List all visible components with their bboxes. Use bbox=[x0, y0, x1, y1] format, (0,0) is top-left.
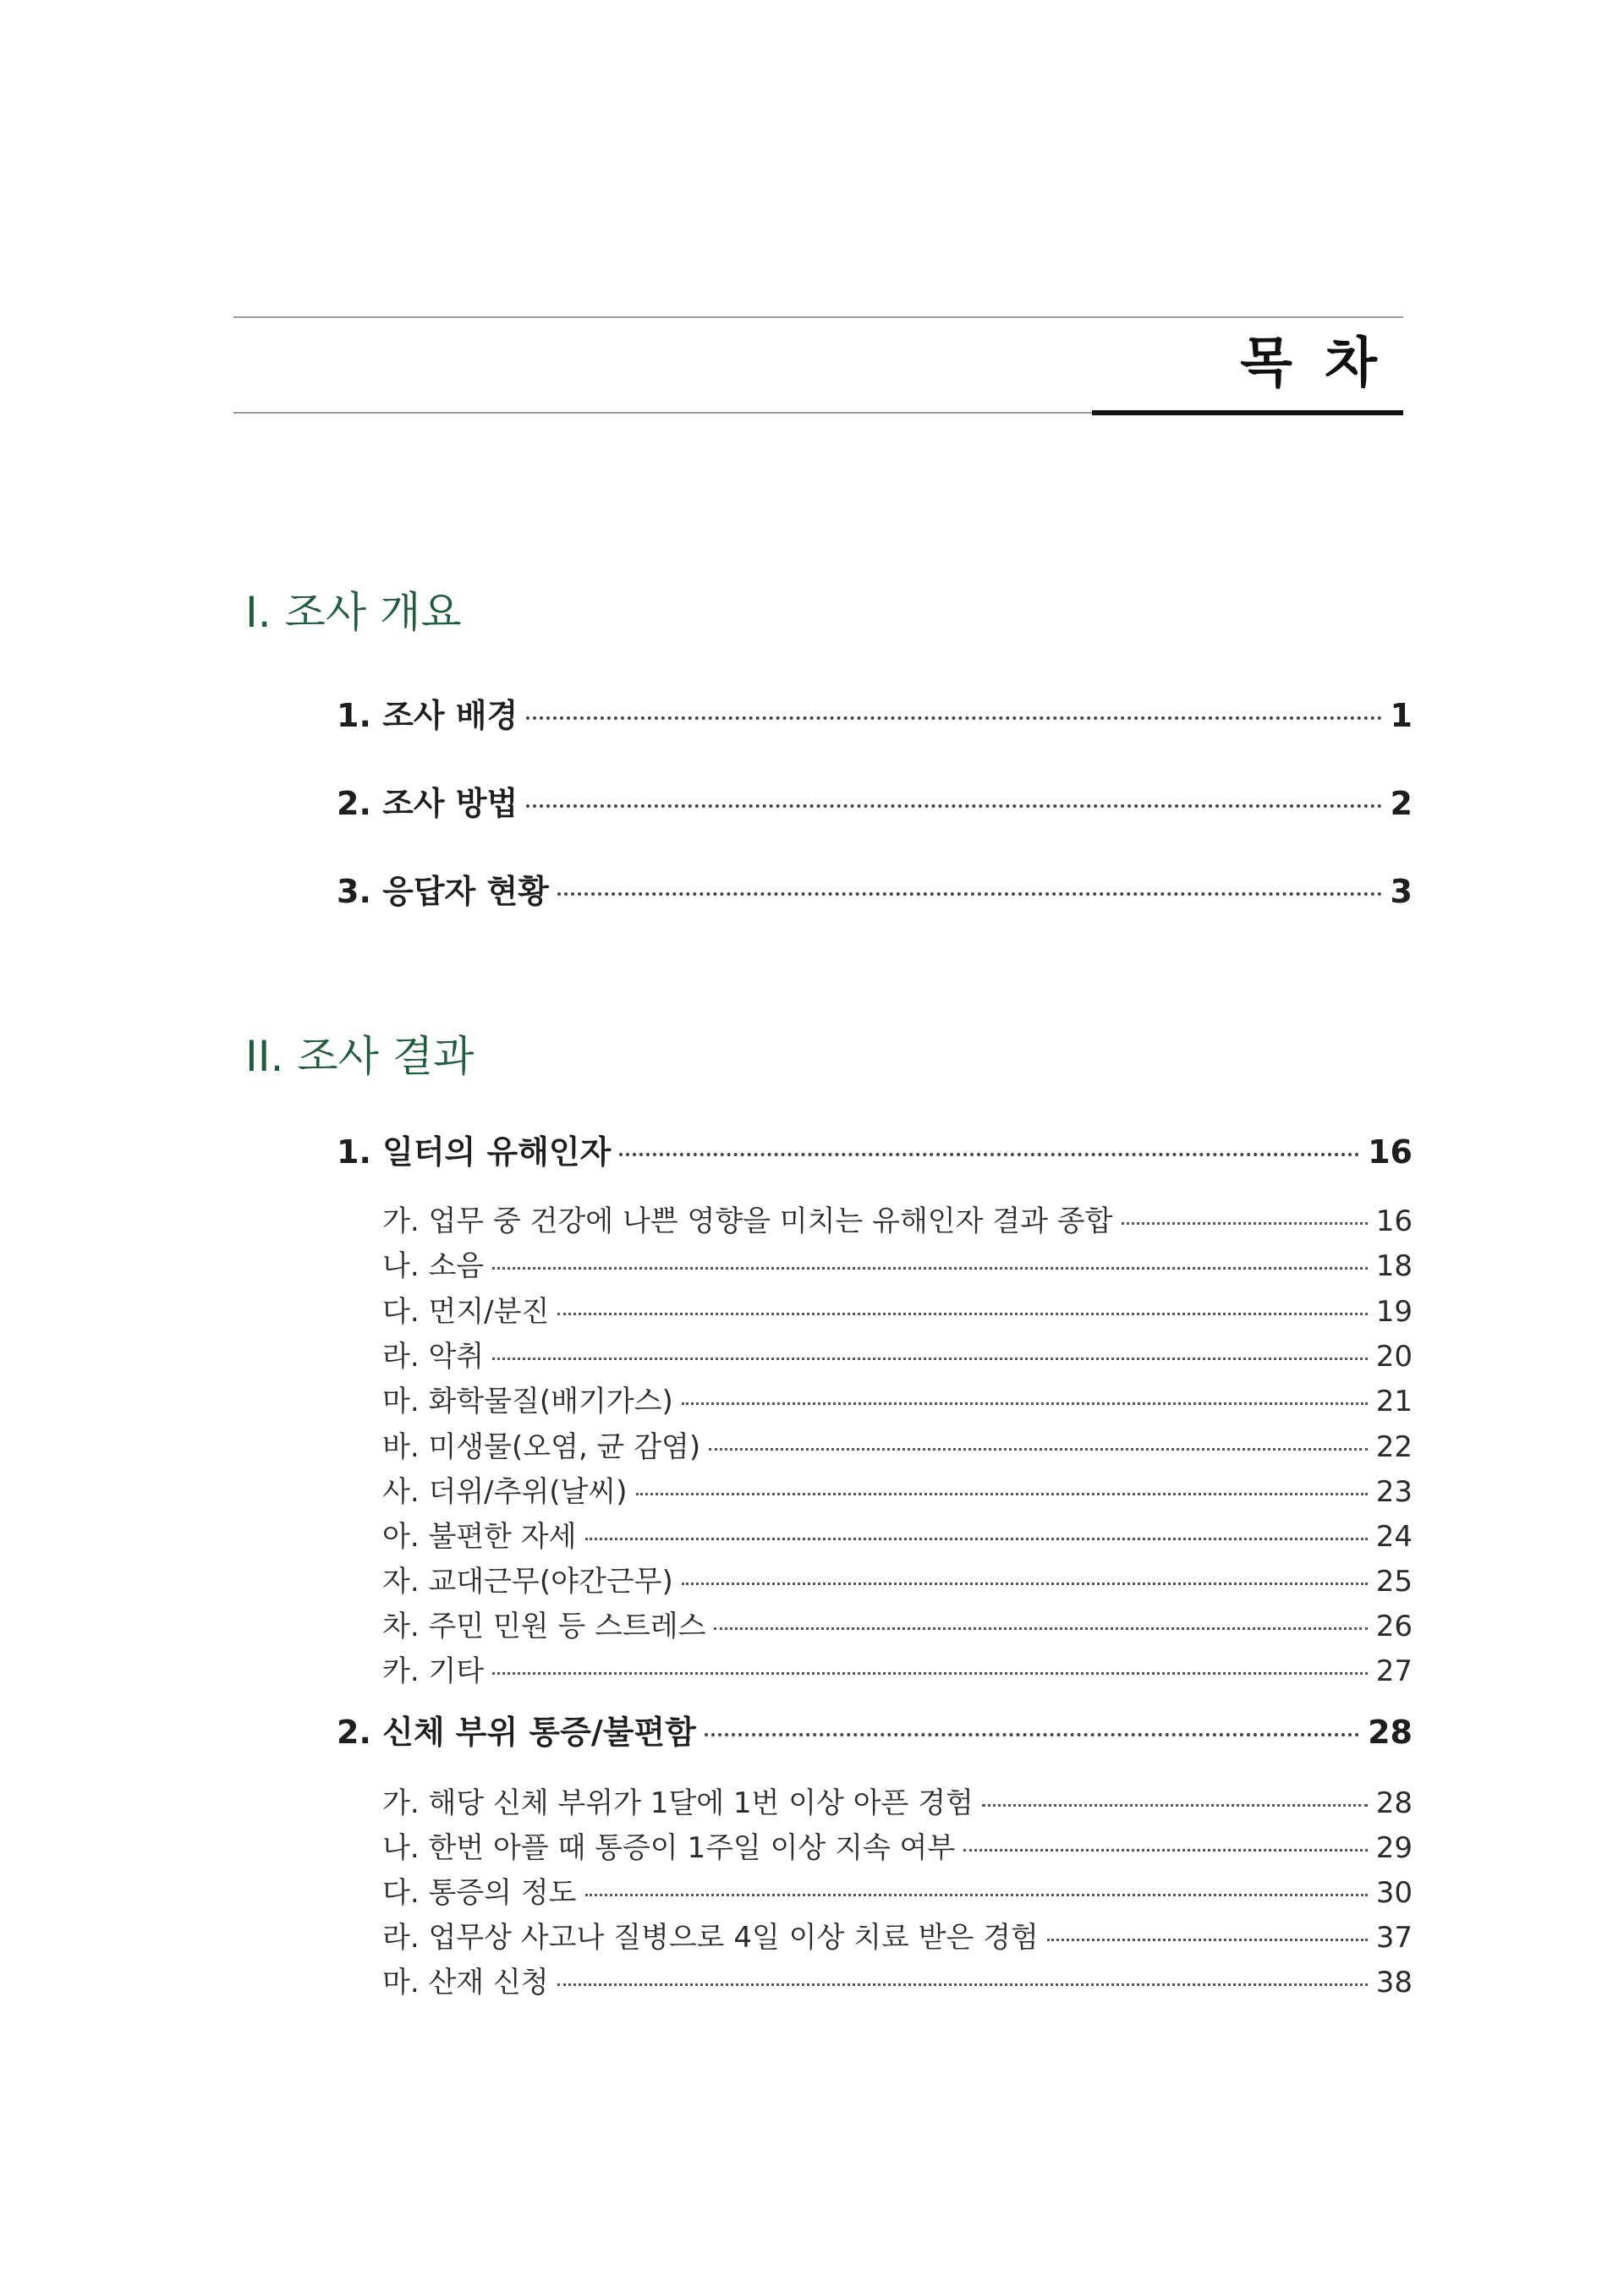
toc-page-number: 16 bbox=[1375, 1204, 1413, 1238]
toc-page-number: 21 bbox=[1375, 1385, 1413, 1418]
dot-leader bbox=[636, 1493, 1368, 1495]
toc-entry-1-1[interactable] bbox=[337, 692, 1413, 739]
toc-subentry[interactable] bbox=[382, 1244, 1413, 1288]
dot-leader bbox=[557, 1983, 1368, 1986]
toc-entry-2-1[interactable] bbox=[337, 1128, 1413, 1176]
toc-subentry[interactable] bbox=[382, 1871, 1413, 1915]
toc-entry-label: 차. 주민 민원 등 스트레스 bbox=[382, 1610, 706, 1643]
dot-leader bbox=[585, 1538, 1368, 1540]
toc-subentry[interactable] bbox=[382, 1470, 1413, 1514]
toc-entry-label: 2. 조사 방법 bbox=[337, 785, 518, 822]
dot-leader bbox=[682, 1583, 1368, 1585]
toc-page-number: 2 bbox=[1390, 785, 1413, 822]
toc-subentry[interactable] bbox=[382, 1515, 1413, 1559]
dot-leader bbox=[982, 1804, 1368, 1807]
toc-page-number: 28 bbox=[1368, 1714, 1413, 1751]
toc-page-number: 23 bbox=[1375, 1475, 1413, 1509]
toc-entry-label: 1. 조사 배경 bbox=[337, 697, 518, 734]
toc-subentry[interactable] bbox=[382, 1380, 1413, 1424]
dot-leader bbox=[1122, 1222, 1368, 1225]
toc-subentry[interactable] bbox=[382, 1560, 1413, 1604]
toc-entry-label: 사. 더위/추위(날씨) bbox=[382, 1475, 628, 1509]
section-heading-2: II. 조사 결과 bbox=[245, 1032, 475, 1081]
toc-subentry[interactable] bbox=[382, 1961, 1413, 2005]
toc-entry-label: 카. 기타 bbox=[382, 1654, 485, 1688]
dot-leader bbox=[492, 1672, 1368, 1675]
toc-entry-label: 바. 미생물(오염, 균 감염) bbox=[382, 1430, 701, 1464]
page-title: 목 차 bbox=[1240, 332, 1384, 395]
dot-leader bbox=[557, 1313, 1367, 1315]
toc-page-number: 18 bbox=[1375, 1249, 1413, 1283]
toc-subentry[interactable] bbox=[382, 1826, 1413, 1870]
toc-entry-label: 라. 악취 bbox=[382, 1340, 485, 1374]
toc-page-number: 19 bbox=[1375, 1295, 1413, 1329]
dot-leader bbox=[705, 1733, 1359, 1736]
toc-page-number: 37 bbox=[1375, 1921, 1413, 1955]
dot-leader bbox=[709, 1448, 1368, 1451]
toc-entry-1-2[interactable] bbox=[337, 780, 1413, 827]
toc-entry-label: 가. 해당 신체 부위가 1달에 1번 이상 아픈 경험 bbox=[382, 1786, 974, 1820]
toc-entry-2-2[interactable] bbox=[337, 1709, 1413, 1756]
dot-leader bbox=[714, 1627, 1367, 1630]
toc-entry-label: 1. 일터의 유해인자 bbox=[337, 1133, 612, 1171]
toc-entry-label: 라. 업무상 사고나 질병으로 4일 이상 치료 받은 경험 bbox=[382, 1921, 1039, 1955]
toc-entry-label: 다. 먼지/분진 bbox=[382, 1295, 550, 1329]
dot-leader bbox=[526, 804, 1381, 808]
toc-page-number: 27 bbox=[1375, 1654, 1413, 1688]
dot-leader bbox=[1047, 1939, 1368, 1941]
toc-entry-label: 나. 한번 아플 때 통증이 1주일 이상 지속 여부 bbox=[382, 1831, 956, 1865]
dot-leader bbox=[557, 892, 1382, 896]
toc-subentry[interactable] bbox=[382, 1199, 1413, 1243]
toc-entry-label: 2. 신체 부위 통증/불편함 bbox=[337, 1714, 696, 1751]
toc-entry-label: 3. 응답자 현황 bbox=[337, 873, 549, 910]
dot-leader bbox=[585, 1894, 1368, 1896]
toc-page-number: 24 bbox=[1375, 1520, 1413, 1554]
toc-subentry[interactable] bbox=[382, 1335, 1413, 1379]
toc-page-number: 29 bbox=[1375, 1831, 1413, 1865]
toc-page-number: 20 bbox=[1375, 1340, 1413, 1374]
toc-entry-label: 마. 화학물질(배기가스) bbox=[382, 1385, 673, 1418]
toc-page-number: 26 bbox=[1375, 1610, 1413, 1643]
title-rule-accent bbox=[1092, 410, 1403, 415]
toc-page-number: 1 bbox=[1390, 697, 1413, 734]
toc-page-number: 22 bbox=[1375, 1430, 1413, 1464]
toc-entry-label: 자. 교대근무(야간근무) bbox=[382, 1565, 673, 1599]
dot-leader bbox=[492, 1358, 1368, 1360]
toc-page-number: 38 bbox=[1375, 1966, 1413, 2000]
dot-leader bbox=[526, 716, 1381, 720]
title-rule-top bbox=[233, 316, 1403, 318]
toc-subentry[interactable] bbox=[382, 1425, 1413, 1469]
toc-entry-label: 다. 통증의 정도 bbox=[382, 1876, 577, 1910]
toc-page-number: 28 bbox=[1375, 1786, 1413, 1820]
toc-subentry[interactable] bbox=[382, 1781, 1413, 1825]
toc-page-number: 16 bbox=[1368, 1133, 1413, 1171]
toc-subentry[interactable] bbox=[382, 1290, 1413, 1334]
section-heading-1: I. 조사 개요 bbox=[245, 588, 462, 637]
toc-subentry[interactable] bbox=[382, 1605, 1413, 1648]
dot-leader bbox=[619, 1153, 1359, 1156]
toc-page-number: 25 bbox=[1375, 1565, 1413, 1599]
toc-page-number: 30 bbox=[1375, 1876, 1413, 1910]
toc-entry-label: 나. 소음 bbox=[382, 1249, 485, 1283]
dot-leader bbox=[492, 1267, 1368, 1270]
dot-leader bbox=[682, 1402, 1368, 1405]
dot-leader bbox=[963, 1849, 1367, 1851]
toc-subentry[interactable] bbox=[382, 1649, 1413, 1693]
toc-entry-label: 가. 업무 중 건강에 나쁜 영향을 미치는 유해인자 결과 종합 bbox=[382, 1204, 1113, 1238]
toc-entry-1-3[interactable] bbox=[337, 868, 1413, 915]
toc-subentry[interactable] bbox=[382, 1916, 1413, 1960]
toc-entry-label: 아. 불편한 자세 bbox=[382, 1520, 577, 1554]
toc-page-number: 3 bbox=[1390, 873, 1413, 910]
toc-entry-label: 마. 산재 신청 bbox=[382, 1966, 549, 2000]
